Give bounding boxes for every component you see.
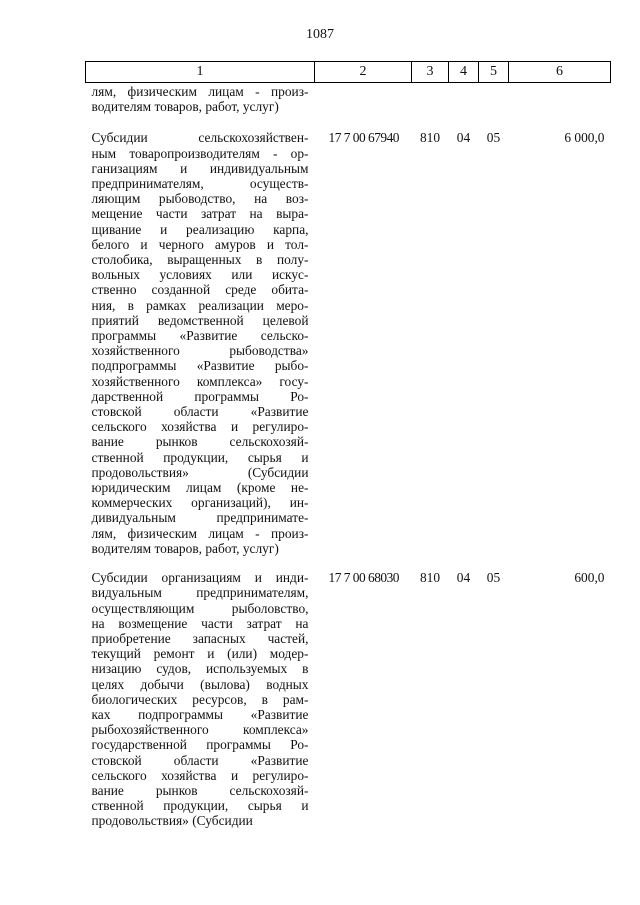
page-number: 1087: [306, 27, 334, 42]
budget-table: [85, 61, 611, 829]
description-line: ственной продукции, сырья и: [91, 449, 309, 465]
description-line: приятий ведомственной целевой: [91, 312, 309, 328]
description-line: сельского хозяйства и регулиро-: [91, 767, 309, 783]
column-header: 3: [412, 62, 449, 83]
column-header: 2: [315, 62, 412, 83]
subsection-code: 05: [486, 570, 501, 586]
description-line: Субсидии организациям и инди-: [91, 570, 309, 586]
description-line: юридическим лицам (кроме не-: [91, 480, 309, 496]
description-line: программы «Развитие сельско-: [91, 328, 309, 344]
description-line: вание рынков сельскохозяй-: [91, 434, 309, 450]
description-line: ляющим рыбоводство, на воз-: [91, 191, 309, 207]
description-line: ственно созданной среде обита-: [91, 282, 309, 298]
description-line: хозяйственного комплекса» госу-: [91, 373, 309, 389]
description-line: дивидуальным предпринимате-: [91, 510, 309, 526]
description-line: коммерческих организаций), ин-: [91, 495, 309, 511]
description-line: хозяйственного рыбоводства»: [91, 343, 309, 359]
column-header: 6: [509, 62, 611, 83]
description-cell: [86, 114, 315, 556]
table-row: [86, 114, 611, 556]
description-line: стовской области «Развитие: [91, 752, 309, 768]
column-header: 1: [86, 62, 315, 83]
column-header: 5: [479, 62, 509, 83]
description-line: мещение части затрат на выра-: [91, 206, 309, 222]
description-line: стовской области «Развитие: [91, 404, 309, 420]
description-cell: [86, 83, 315, 115]
description-line: дарственной программы Ро-: [91, 388, 309, 404]
expense-type-code: 810: [419, 570, 441, 586]
description-line: водителям товаров, работ, услуг): [91, 99, 279, 115]
description-line: лям, физическим лицам - произ-: [91, 84, 309, 99]
description-line: белого и черного амуров и тол-: [91, 236, 309, 252]
description-line: водителям товаров, работ, услуг): [91, 540, 279, 556]
description-line: столобика, выращенных в полу-: [91, 252, 309, 268]
description-line: низацию судов, используемых в: [91, 661, 309, 677]
column-header: 4: [449, 62, 479, 83]
description-line: ганизациям и индивидуальным: [91, 160, 309, 176]
description-line: ным товаропроизводителям - ор-: [91, 145, 309, 161]
description-line: сельского хозяйства и регулиро-: [91, 419, 309, 435]
section-code: 04: [456, 130, 471, 146]
description-line: подпрограммы «Развитие рыбо-: [91, 358, 309, 374]
description-line: ках подпрограммы «Развитие: [91, 706, 309, 722]
amount: 6 000,0: [564, 130, 605, 146]
description-line: рыбохозяйственного комплекса»: [91, 722, 309, 738]
target-article-code: 17 7 00 68030: [328, 570, 399, 586]
amount: 600,0: [574, 570, 605, 586]
description-line: на возмещение части затрат на: [91, 615, 309, 631]
table-row: [86, 556, 611, 828]
header-row: [86, 62, 611, 83]
description-line: вание рынков сельскохозяй-: [91, 782, 309, 798]
description-line: Субсидии сельскохозяйствен-: [91, 130, 309, 146]
subsection-code: 05: [486, 130, 501, 146]
description-line: лям, физическим лицам - произ-: [91, 525, 309, 541]
description-line: ственной продукции, сырья и: [91, 798, 309, 814]
table-row: [86, 83, 611, 115]
description-line: биологических ресурсов, в рам-: [91, 691, 309, 707]
description-line: видуальным предпринимателям,: [91, 585, 309, 601]
description-line: приобретение запасных частей,: [91, 630, 309, 646]
description-line: текущий ремонт и (или) модер-: [91, 646, 309, 662]
target-article-code: 17 7 00 67940: [328, 130, 399, 146]
description-line: вольных условиях или искус-: [91, 267, 309, 283]
section-code: 04: [456, 570, 471, 586]
description-line: государственной программы Ро-: [91, 737, 309, 753]
description-line: осуществляющим рыболовство,: [91, 600, 309, 616]
description-line: целях добычи (вылова) водных: [91, 676, 309, 692]
description-line: ния, в рамках реализации меро-: [91, 297, 309, 313]
description-cell: [86, 556, 315, 828]
description-line: предпринимателям, осуществ-: [91, 176, 309, 192]
description-line: щивание и реализацию карпа,: [91, 221, 309, 237]
description-line: продовольствия» (Субсидии: [91, 464, 309, 480]
expense-type-code: 810: [419, 130, 441, 146]
description-line: продовольствия» (Субсидии: [91, 813, 253, 829]
